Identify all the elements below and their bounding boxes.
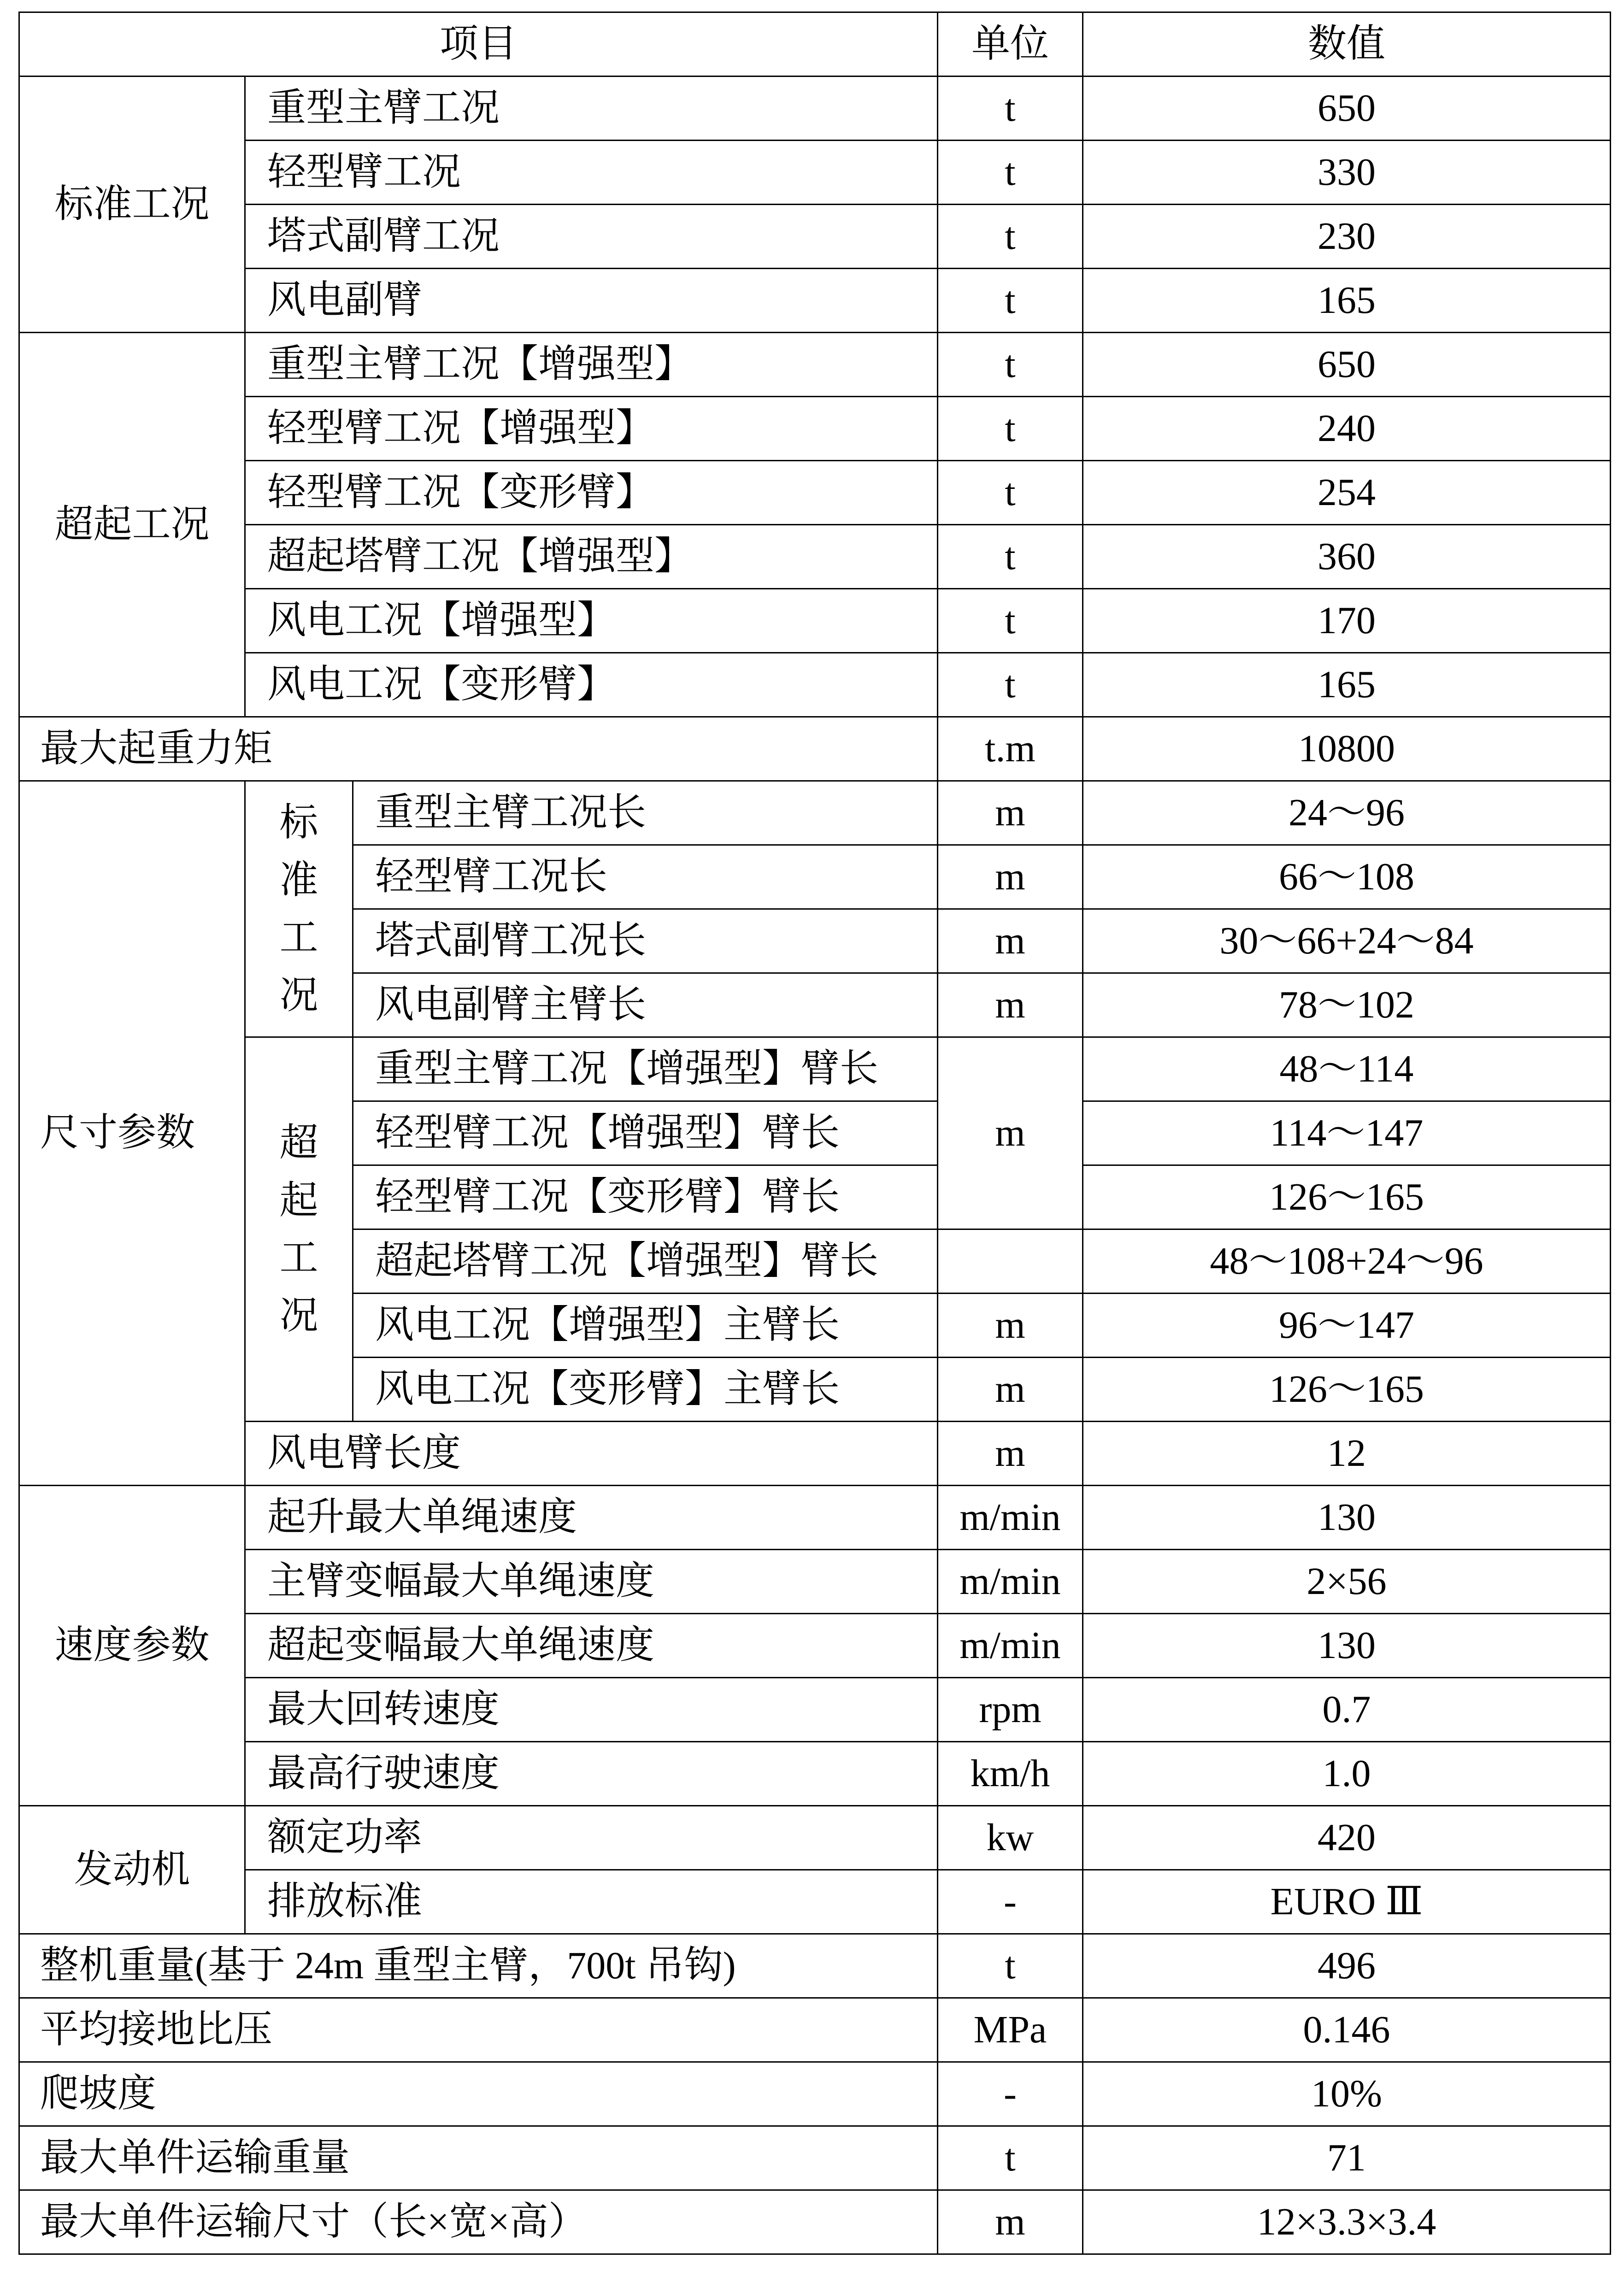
unit-label: t xyxy=(938,205,1083,269)
unit-label: t xyxy=(938,461,1083,525)
value-label: 230 xyxy=(1083,205,1611,269)
unit-label: t xyxy=(938,589,1083,653)
value-label: 24～96 xyxy=(1083,782,1611,846)
value-label: EURO Ⅲ xyxy=(1083,1870,1611,1935)
unit-label: m/min xyxy=(938,1614,1083,1678)
subcategory-cell xyxy=(246,782,353,1038)
unit-label: - xyxy=(938,1870,1083,1935)
value-label: 650 xyxy=(1083,77,1611,141)
unit-label: t.m xyxy=(938,717,1083,782)
unit-label: t xyxy=(938,77,1083,141)
item-label: 整机重量(基于 24m 重型主臂，700t 吊钩) xyxy=(20,1935,938,1999)
unit-label: m/min xyxy=(938,1550,1083,1614)
value-label: 126～165 xyxy=(1083,1166,1611,1230)
unit-label: m/min xyxy=(938,1486,1083,1550)
unit-label: kw xyxy=(938,1806,1083,1870)
item-label: 风电工况【变形臂】 xyxy=(246,653,938,717)
unit-label: m xyxy=(938,1294,1083,1358)
spec-table xyxy=(18,12,1611,2255)
unit-label: m xyxy=(938,846,1083,910)
value-label: 10% xyxy=(1083,2063,1611,2127)
value-label: 78～102 xyxy=(1083,974,1611,1038)
value-label: 650 xyxy=(1083,333,1611,397)
unit-label: m xyxy=(938,974,1083,1038)
item-label: 风电臂长度 xyxy=(246,1422,938,1486)
unit-label: m xyxy=(938,2191,1083,2255)
value-label: 420 xyxy=(1083,1806,1611,1870)
category-label: 标准工况 xyxy=(20,77,246,333)
value-label: 165 xyxy=(1083,653,1611,717)
unit-label: MPa xyxy=(938,1999,1083,2063)
item-label: 塔式副臂工况 xyxy=(246,205,938,269)
unit-label: rpm xyxy=(938,1678,1083,1742)
item-label: 平均接地比压 xyxy=(20,1999,938,2063)
value-label: 165 xyxy=(1083,269,1611,333)
unit-cell-empty xyxy=(938,1230,1083,1294)
value-label: 66～108 xyxy=(1083,846,1611,910)
value-label: 0.146 xyxy=(1083,1999,1611,2063)
item-label: 轻型臂工况【变形臂】 xyxy=(246,461,938,525)
value-label: 360 xyxy=(1083,525,1611,589)
header-item-label: 项目 xyxy=(20,13,938,77)
item-label: 重型主臂工况【增强型】 xyxy=(246,333,938,397)
item-label: 最大单件运输尺寸（长×宽×高） xyxy=(20,2191,938,2255)
value-label: 10800 xyxy=(1083,717,1611,782)
item-label: 爬坡度 xyxy=(20,2063,938,2127)
item-label: 重型主臂工况【增强型】臂长 xyxy=(353,1038,938,1102)
unit-label: t xyxy=(938,333,1083,397)
unit-label: t xyxy=(938,2127,1083,2191)
value-label: 130 xyxy=(1083,1486,1611,1550)
category-label: 尺寸参数 xyxy=(20,782,246,1486)
item-label: 重型主臂工况长 xyxy=(353,782,938,846)
value-label: 240 xyxy=(1083,397,1611,461)
item-label: 重型主臂工况 xyxy=(246,77,938,141)
item-label: 塔式副臂工况长 xyxy=(353,910,938,974)
subcategory-cell xyxy=(246,1038,353,1422)
item-label: 轻型臂工况长 xyxy=(353,846,938,910)
value-label: 114～147 xyxy=(1083,1102,1611,1166)
value-label: 254 xyxy=(1083,461,1611,525)
item-label: 轻型臂工况【增强型】臂长 xyxy=(353,1102,938,1166)
unit-label: - xyxy=(938,2063,1083,2127)
value-label: 126～165 xyxy=(1083,1358,1611,1422)
value-label: 496 xyxy=(1083,1935,1611,1999)
unit-label: t xyxy=(938,269,1083,333)
item-label: 风电工况【增强型】主臂长 xyxy=(353,1294,938,1358)
value-label: 96～147 xyxy=(1083,1294,1611,1358)
unit-label: t xyxy=(938,141,1083,205)
item-label: 起升最大单绳速度 xyxy=(246,1486,938,1550)
unit-label: m xyxy=(938,1038,1083,1230)
header-value-label: 数值 xyxy=(1083,13,1611,77)
unit-label: t xyxy=(938,525,1083,589)
unit-label: km/h xyxy=(938,1742,1083,1806)
item-label: 轻型臂工况 xyxy=(246,141,938,205)
item-label: 最大单件运输重量 xyxy=(20,2127,938,2191)
value-label: 2×56 xyxy=(1083,1550,1611,1614)
value-label: 330 xyxy=(1083,141,1611,205)
value-label: 0.7 xyxy=(1083,1678,1611,1742)
category-label: 速度参数 xyxy=(20,1486,246,1806)
value-label: 12×3.3×3.4 xyxy=(1083,2191,1611,2255)
category-label: 超起工况 xyxy=(20,333,246,717)
value-label: 71 xyxy=(1083,2127,1611,2191)
value-label: 130 xyxy=(1083,1614,1611,1678)
item-label: 超起塔臂工况【增强型】臂长 xyxy=(353,1230,938,1294)
item-label: 最大起重力矩 xyxy=(20,717,938,782)
item-label: 轻型臂工况【变形臂】臂长 xyxy=(353,1166,938,1230)
category-label: 发动机 xyxy=(20,1806,246,1935)
value-label: 1.0 xyxy=(1083,1742,1611,1806)
item-label: 风电工况【增强型】 xyxy=(246,589,938,653)
header-unit-label: 单位 xyxy=(938,13,1083,77)
item-label: 风电副臂主臂长 xyxy=(353,974,938,1038)
unit-label: m xyxy=(938,1358,1083,1422)
unit-label: m xyxy=(938,782,1083,846)
value-label: 170 xyxy=(1083,589,1611,653)
item-label: 风电工况【变形臂】主臂长 xyxy=(353,1358,938,1422)
unit-label: m xyxy=(938,1422,1083,1486)
unit-label: t xyxy=(938,653,1083,717)
item-label: 风电副臂 xyxy=(246,269,938,333)
item-label: 最大回转速度 xyxy=(246,1678,938,1742)
unit-label: t xyxy=(938,397,1083,461)
item-label: 主臂变幅最大单绳速度 xyxy=(246,1550,938,1614)
item-label: 额定功率 xyxy=(246,1806,938,1870)
item-label: 排放标准 xyxy=(246,1870,938,1935)
value-label: 48～114 xyxy=(1083,1038,1611,1102)
unit-label: m xyxy=(938,910,1083,974)
value-label: 48～108+24～96 xyxy=(1083,1230,1611,1294)
item-label: 超起变幅最大单绳速度 xyxy=(246,1614,938,1678)
item-label: 最高行驶速度 xyxy=(246,1742,938,1806)
item-label: 超起塔臂工况【增强型】 xyxy=(246,525,938,589)
item-label: 轻型臂工况【增强型】 xyxy=(246,397,938,461)
subcategory-label: 标准工况 xyxy=(279,801,318,1017)
value-label: 30～66+24～84 xyxy=(1083,910,1611,974)
subcategory-label: 超起工况 xyxy=(279,1121,318,1337)
value-label: 12 xyxy=(1083,1422,1611,1486)
unit-label: t xyxy=(938,1935,1083,1999)
